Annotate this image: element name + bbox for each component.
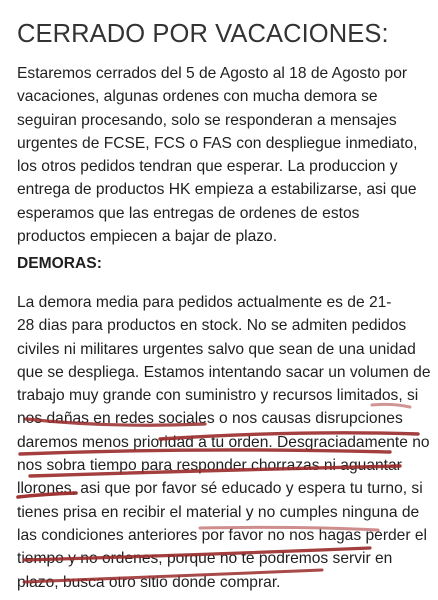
- delays-paragraph: [17, 291, 431, 594]
- paragraph-line: nos sobra tiempo para responder chorrazas ni aguantar: [17, 457, 402, 475]
- paragraph-line: plazo, busca otro sitio donde comprar.: [17, 573, 281, 591]
- paragraph-line: tienes prisa en recibir el material y no cumples ninguna de: [17, 503, 420, 521]
- paragraph-line: trabajo muy grande con suministro y recursos limitados, si: [17, 387, 419, 405]
- paragraph-line: La demora media para pedidos actualmente es de 21-: [17, 294, 392, 311]
- paragraph-line: daremos menos prioridad a tu orden. Desgraciadamente no: [17, 433, 430, 451]
- paragraph-line: los otros pedidos tendran que esperar. La produccion y: [17, 158, 398, 176]
- delays-heading: DEMORAS:: [17, 255, 102, 272]
- page-title: CERRADO POR VACACIONES:: [17, 20, 389, 48]
- paragraph-line: llorones, asi que por favor sé educado y espera tu turno, si: [17, 480, 423, 498]
- paragraph-line: seguiran procesando, solo se responderan a mensajes: [17, 111, 397, 129]
- paragraph-line: tiempo y no ordenes, porque no te podremos servir en: [17, 550, 393, 568]
- vacation-paragraph: [17, 62, 417, 248]
- paragraph-line: Estaremos cerrados del 5 de Agosto al 18 de Agosto por: [17, 65, 408, 82]
- paragraph-line: 28 dias para productos en stock. No se admiten pedidos: [17, 317, 407, 335]
- paragraph-line: que se despliega. Estamos intentando sacar un volumen de: [17, 363, 431, 381]
- paragraph-line: entrega de productos HK empieza a estabilizarse, asi que: [17, 181, 417, 199]
- paragraph-line: las condiciones anteriores por favor no nos hagas perder el: [17, 526, 428, 544]
- paragraph-line: productos empiecen a bajar de plazo.: [17, 228, 278, 246]
- paragraph-line: civiles ni militares urgentes salvo que sean de una unidad: [17, 340, 416, 358]
- paragraph-line: esperamos que las entregas de ordenes de estos: [17, 204, 360, 222]
- paragraph-line: vacaciones, algunas ordenes con mucha demora se: [17, 88, 378, 106]
- paragraph-line: urgentes de FCSE, FCS o FAS con despliegue inmediato,: [17, 134, 418, 152]
- paragraph-line: nos dañas en redes sociales o nos causas disrupciones: [17, 410, 403, 428]
